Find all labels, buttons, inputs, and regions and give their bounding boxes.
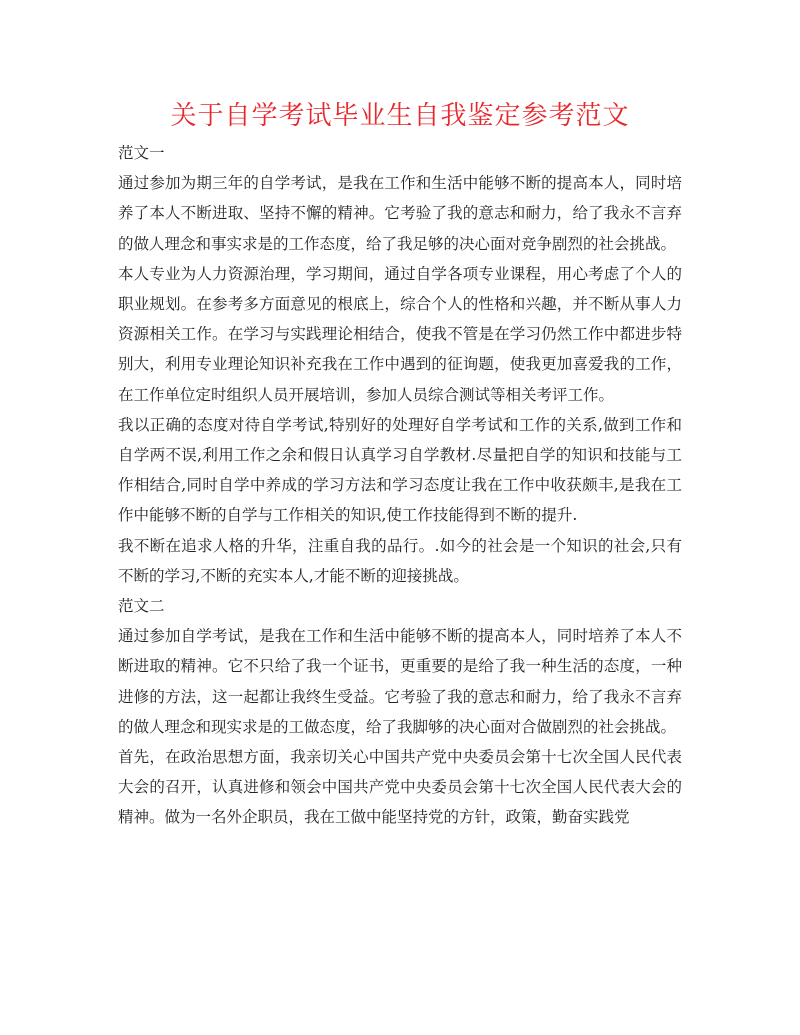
paragraph: 本人专业为人力资源治理，学习期间，通过自学各项专业课程，用心考虑了个人的职业规划。在参考多方面意见的根底上，综合个人的性格和兴趣，并不断从事人力资源相关工作。在学习与实践理论相结合，使我不管是在学习仍然工作中都进步特别大，利用专业理论知识补充我在工作中遇到的征询题，使我更加喜爱我的工作，在工作单位定时组织人员开展培训，参加人员综合测试等相关考评工作。 (118, 264, 682, 404)
paragraph: 通过参加自学考试，是我在工作和生活中能够不断的提高本人，同时培养了本人不断进取的精神。它不只给了我一个证书，更重要的是给了我一种生活的态度，一种进修的方法，这一起都让我终生受益。它考验了我的意志和耐力，给了我永不言弃的做人理念和现实求是的工做态度，给了我脚够的决心面对合做剧烈的社会挑战。 (118, 627, 682, 736)
paragraph: 我不断在追求人格的升华，注重自我的品行。.如今的社会是一个知识的社会,只有不断的学习,不断的充实本人,才能不断的迎接挑战。 (118, 536, 682, 585)
paragraph: 通过参加为期三年的自学考试，是我在工作和生活中能够不断的提高本人，同时培养了本人不断进取、坚持不懈的精神。它考验了我的意志和耐力，给了我永不言弃的做人理念和事实求是的工作态度，给了我足够的决心面对竞争剧烈的社会挑战。 (118, 174, 682, 253)
section-heading-2: 范文二 (118, 597, 165, 616)
section-heading-1: 范文一 (118, 144, 165, 162)
paragraph: 首先，在政治思想方面，我亲切关心中国共产党中央委员会第十七次全国人民代表大会的召开，认真进修和领会中国共产党中央委员会第十七次全国人民代表大会的精神。做为一名外企职员，我在工做中能坚持党的方针，政策，勤奋实践党 (118, 748, 682, 827)
document-body (118, 138, 682, 833)
paragraph: 我以正确的态度对待自学考试,特别好的处理好自学考试和工作的关系,做到工作和自学两不误,利用工作之余和假日认真学习自学教材.尽量把自学的知识和技能与工作相结合,同时自学中养成的学习方法和学习态度让我在工作中收获颇丰,是我在工作中能够不断的自学与工作相关的知识,使工作技能得到不断的提升. (118, 415, 682, 525)
document-title: 关于自学考试毕业生自我鉴定参考范文 (170, 101, 630, 131)
